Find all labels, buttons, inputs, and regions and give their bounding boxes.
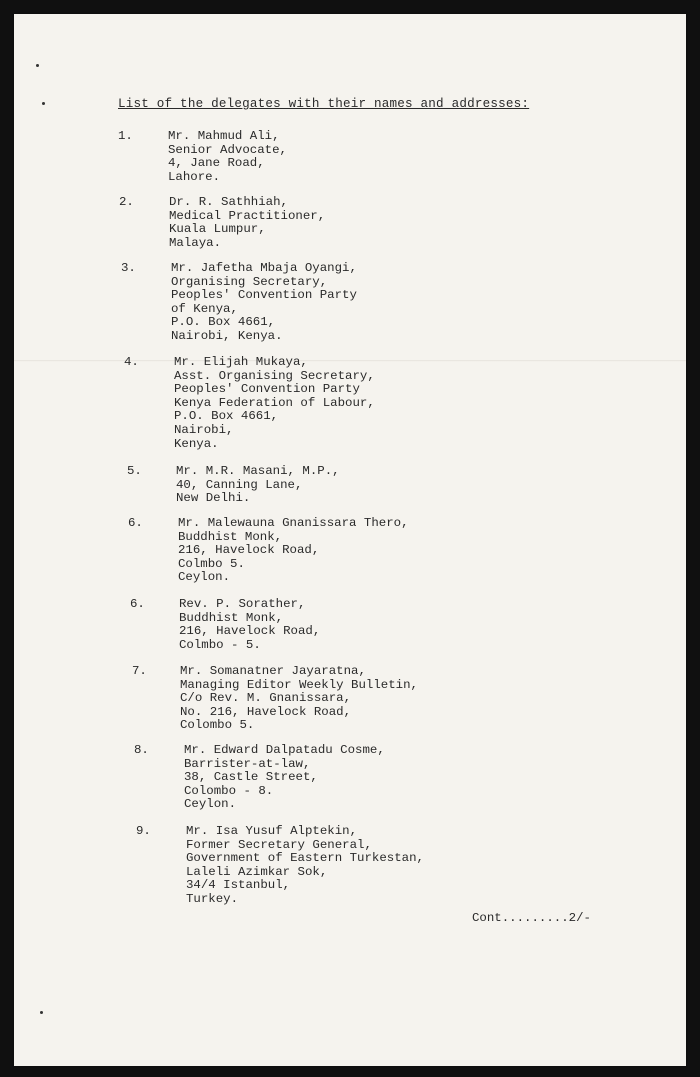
entry-line: Nairobi, Kenya. [171,328,283,343]
entry-line: Mr. Mahmud Ali, [168,129,280,143]
entry-number: 9. [136,824,151,838]
entry-number: 4. [124,355,139,369]
entry-line: Colmbo - 5. [179,637,261,652]
entry-line: Mr. Elijah Mukaya, [174,355,308,369]
entry-line: Mr. Malewauna Gnanissara Thero, [178,516,409,530]
entry-line: Kuala Lumpur, [169,222,266,237]
entry-line: Rev. P. Sorather, [179,597,306,611]
entry-address [180,665,418,733]
document-title: List of the delegates with their names and addresses: [118,97,530,111]
entry-line: 4, Jane Road, [168,156,265,171]
entry-line: C/o Rev. M. Gnanissara, [180,691,352,706]
entry-line: Former Secretary General, [186,837,372,852]
entry-line: Kenya. [174,436,219,451]
entry-line: Colmbo 5. [178,556,245,571]
entry-line: Buddhist Monk, [179,610,284,625]
entry-address [171,262,357,344]
entry-line: Lahore. [168,169,221,184]
entry-line: Organising Secretary, [171,274,328,289]
entry-line: Government of Eastern Turkestan, [186,851,424,866]
entry-address [174,356,375,451]
entry-line: Asst. Organising Secretary, [174,368,375,383]
entry-line: Senior Advocate, [168,142,287,157]
punch-mark [42,102,45,105]
entry-line: 216, Havelock Road, [178,543,320,558]
entry-line: Mr. Somanatner Jayaratna, [180,664,366,678]
entry-line: P.O. Box 4661, [171,315,276,330]
continuation-note: Cont.........2/- [472,911,591,925]
entry-line: New Delhi. [176,491,251,506]
entry-line: Kenya Federation of Labour, [174,395,375,410]
entry-number: 3. [121,261,136,275]
entry-line: Laleli Azimkar Sok, [186,864,328,879]
entry-number: 5. [127,464,142,478]
entry-line: Ceylon. [184,797,237,812]
entry-number: 6. [130,597,145,611]
entry-number: 6. [128,516,143,530]
entry-address [178,517,409,585]
entry-line: 216, Havelock Road, [179,624,321,639]
entry-address [186,825,424,907]
punch-mark [36,64,39,67]
entry-line: Turkey. [186,891,239,906]
entry-number: 8. [134,743,149,757]
entry-line: Medical Practitioner, [169,208,326,223]
entry-number: 2. [119,195,134,209]
entry-number: 1. [118,129,133,143]
entry-number: 7. [132,664,147,678]
entry-line: Malaya. [169,235,222,250]
entry-address [168,130,287,184]
entry-line: Colombo - 8. [184,783,274,798]
entry-line: Buddhist Monk, [178,529,283,544]
entry-address [169,196,325,250]
entry-line: Barrister-at-law, [184,756,311,771]
entry-line: Peoples' Convention Party [174,382,360,397]
entry-address [179,598,320,652]
entry-line: Mr. Isa Yusuf Alptekin, [186,824,358,838]
entry-line: Managing Editor Weekly Bulletin, [180,677,418,692]
entry-line: 34/4 Istanbul, [186,878,291,893]
document-page [14,14,686,1066]
entry-line: Dr. R. Sathhiah, [169,195,288,209]
entry-line: 38, Castle Street, [184,770,318,785]
entry-line: Colombo 5. [180,718,255,733]
entry-line: of Kenya, [171,301,238,316]
entry-line: No. 216, Havelock Road, [180,704,352,719]
entry-line: Peoples' Convention Party [171,288,357,303]
entry-address [184,744,385,812]
entry-line: Mr. Edward Dalpatadu Cosme, [184,743,385,757]
entry-line: Mr. M.R. Masani, M.P., [176,464,340,478]
entry-line: Nairobi, [174,422,234,437]
punch-mark [40,1011,43,1014]
entry-line: P.O. Box 4661, [174,409,279,424]
entry-line: 40, Canning Lane, [176,477,303,492]
entry-address [176,465,340,506]
entry-line: Ceylon. [178,570,231,585]
entry-line: Mr. Jafetha Mbaja Oyangi, [171,261,357,275]
